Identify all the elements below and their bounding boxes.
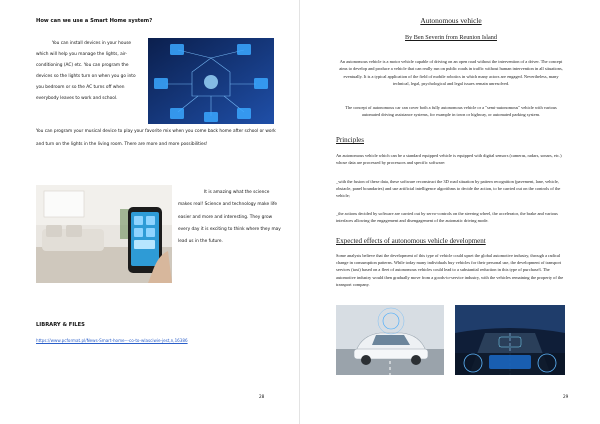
car-dashboard-image [455, 305, 565, 375]
smart-home-music-paragraph: You can program your musical device to play your favorite mix when you come back home after school or work and turn on the lights in the living room. There are more and more possibilities! [36, 129, 276, 147]
principles-paragraph-2: _with the fusion of these data, these software reconstruct the 3D road situation by pattern recognition (pavement, lane, vehicle, obstacle, panel boundaries) and use artificial intelligence algorithms to decide the action, to be carried out on the controls of the vehicle; [336, 179, 561, 199]
para1-text: You can install devices in your house which will help you manage the lights, air-conditioning (AC) etc. You can program the devices so the lights turn on when you go into you bedroom or so the AC turns off when everybody leaves to work and school. [36, 41, 136, 102]
principles-paragraph-1: An autonomous vehicle which can be a standard equipped vehicle is equipped with digital sensors (cameras, radars, sonars, etc.) whose data are processed by processors and specific software: [336, 153, 562, 166]
smart-home-intro-paragraph [36, 38, 144, 105]
effects-heading: Expected effects of autonomous vehicle development [336, 237, 486, 245]
smart-home-network-image [148, 38, 274, 124]
article-intro2-paragraph: The concept of autonomous car can cover both a fully autonomous vehicle or a "semi-autonomous" vehicle with various automated driving assistance systems, for example in town or highway, or automated parking system. [345, 105, 557, 118]
principles-paragraph-3: _the actions decided by software are carried out by servo-controls on the steering wheel, the accelerator, the brake and various interfaces allowing the engagement and disengagement of the automatic driving mode. [336, 211, 558, 224]
science-paragraph [178, 187, 284, 248]
library-link[interactable]: https://www.pcformat.pl/News-Smart-home---co-to-wlasciwie-jest,n,16386 [36, 338, 188, 343]
para3-text: It is amazing what the science makes real! Science and technology make life easier and more and interesting. They grow every day it is exciting to think where they may lead us in the future. [178, 190, 281, 245]
article-byline: By Ben Severin from Reunion Island [405, 34, 497, 41]
living-room-phone-image [36, 185, 172, 283]
right-page [300, 0, 600, 424]
article-intro-paragraph: An autonomous vehicle is a motor vehicle capable of driving on an open road without the intervention of a driver. The concept aims to develop and produce a vehicle that can really run on public roads in traffic without human intervention in all situations, eventually. It is a typical application of the field of mobile robotics in which many actors are engaged. Nevertheless, many technical, legal, psychological and legal issues remain unresolved. [339, 59, 563, 87]
page-number-right: 29 [563, 394, 569, 399]
page-number-left: 28 [259, 394, 265, 399]
article-title: Autonomous vehicle [420, 16, 482, 25]
library-heading: LIBRARY & FILES [36, 322, 85, 328]
principles-heading: Principles [336, 136, 364, 144]
autonomous-car-image [336, 305, 444, 375]
effects-paragraph: Some analysts believe that the development of this type of vehicle could upset the global automotive industry, through a radical change in consumption patterns. While today many individuals buy vehicles for their personal use, the development of transport services (taxi) based on a fleet of autonomous vehicles could lead to a substantial reduction in this type of purchase3. The automotive industry would then gradually move from a goods-to-service industry, with the vehicles remaining the property of the transport company. [336, 253, 564, 287]
smart-home-heading: How can we use a Smart Home system? [36, 18, 153, 24]
